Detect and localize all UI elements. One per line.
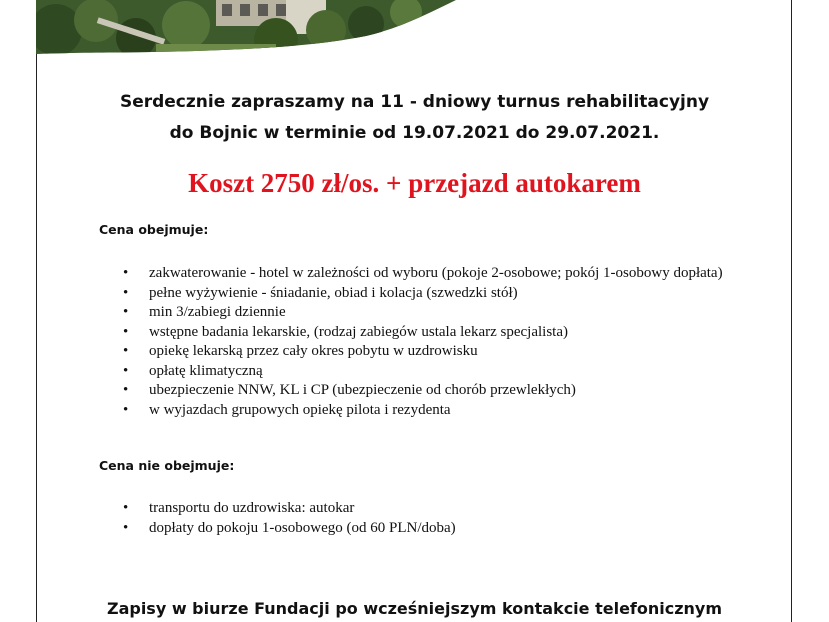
list-item: • dopłaty do pokoju 1-osobowego (od 60 PLN/doba) [120, 519, 750, 539]
resort-photo-icon [36, 0, 456, 54]
bullet-icon: • [123, 362, 129, 379]
list-item: • opiekę lekarską przez cały okres pobytu w uzdrowisku [120, 342, 750, 362]
headline-line-2: do Bojnic w terminie od 19.07.2021 do 29.07.2021. [169, 123, 660, 143]
excluded-label: Cena nie obejmuje: [99, 458, 235, 473]
list-item: • zakwaterowanie - hotel w zależności od wyboru (pokoje 2-osobowe; pokój 1-osobowy dopłata) [120, 264, 750, 284]
bullet-icon: • [123, 304, 129, 320]
list-item: • transportu do uzdrowiska: autokar [120, 499, 750, 519]
headline-line-1: Serdecznie zapraszamy na 11 - dniowy turnus rehabilitacyjny [119, 92, 710, 112]
bullet-icon: • [123, 519, 129, 536]
registration-note: Zapisy w biurze Fundacji po wcześniejszym kontakcie telefonicznym [106, 599, 723, 618]
bullet-icon: • [123, 343, 129, 359]
excluded-list [120, 499, 750, 538]
list-item: • min 3/zabiegi dziennie [120, 303, 750, 323]
cost-heading: Koszt 2750 zł/os. + przejazd autokarem [188, 168, 641, 198]
bullet-icon: • [123, 382, 129, 398]
list-item: • opłatę klimatyczną [120, 362, 750, 382]
list-item: • ubezpieczenie NNW, KL i CP (ubezpieczenie od chorób przewlekłych) [120, 381, 750, 401]
bullet-icon: • [123, 265, 129, 281]
bullet-icon: • [123, 284, 129, 301]
list-item: • wstępne badania lekarskie, (rodzaj zabiegów ustala lekarz specjalista) [120, 323, 750, 343]
list-item: • pełne wyżywienie - śniadanie, obiad i kolacja (szwedzki stół) [120, 284, 750, 304]
list-item: • w wyjazdach grupowych opiekę pilota i rezydenta [120, 401, 750, 421]
included-label: Cena obejmuje: [99, 222, 209, 237]
included-list [120, 264, 750, 420]
bullet-icon: • [123, 500, 129, 516]
bullet-icon: • [123, 401, 129, 418]
bullet-icon: • [123, 323, 129, 340]
